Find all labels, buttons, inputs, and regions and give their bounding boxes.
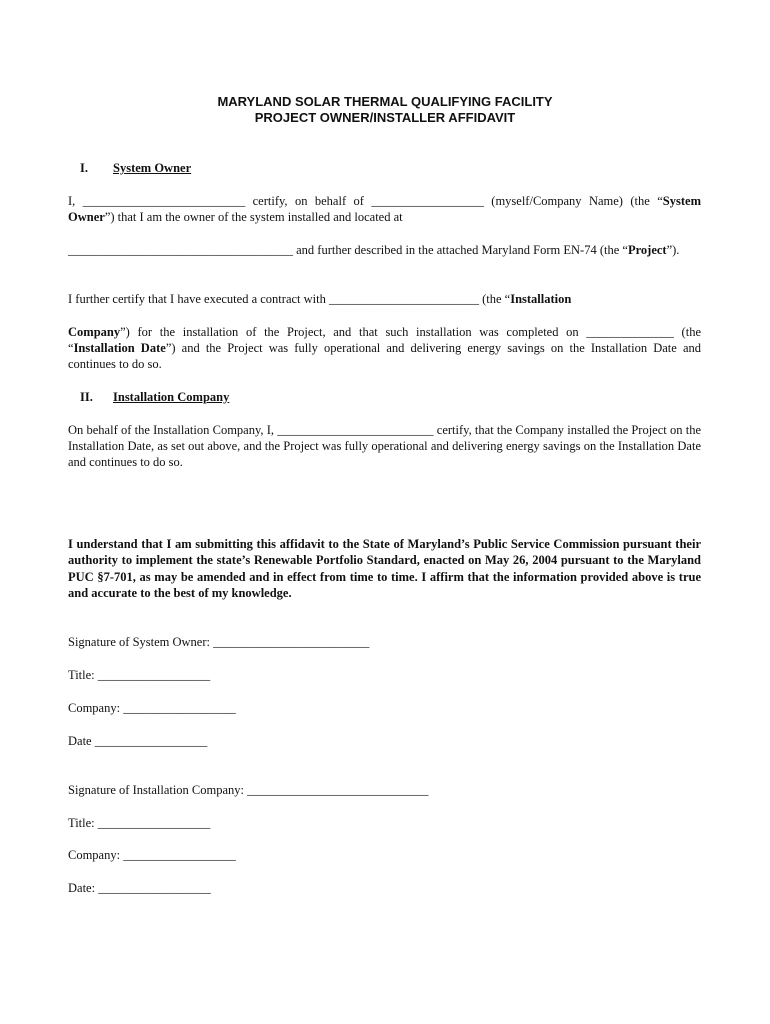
- owner-company-line: Company: __________________: [68, 701, 236, 715]
- installer-company-line: Company: __________________: [68, 848, 236, 862]
- text-run: ”) that I am the owner of the system installed and located at: [104, 210, 403, 224]
- text-run: ”) and the Project was fully operational and delivering energy savings on the Installation Date and continues to do so.: [68, 341, 702, 371]
- section-heading-system-owner: [80, 160, 191, 176]
- section-heading-installation-company: [80, 389, 229, 405]
- psc-acknowledgement-statement: I understand that I am submitting this affidavit to the State of Maryland’s Public Service Commission pursuant their authority to implement the state’s Renewable Portfolio Standard, enacted on May 26, 2004 pursuant to the Maryland PUC §7-701, as may be amended and in effect from time to time. I affirm that the information provided above is true and accurate to the best of my knowledge.: [68, 537, 701, 600]
- section-label: Installation Company: [113, 390, 230, 404]
- defined-term-company: Company: [68, 325, 121, 339]
- text-run: I, __________________________ certify, on behalf of __________________ (myself/Company Name) (the “: [68, 194, 663, 208]
- text-run: I further certify that I have executed a contract with ________________________ (the “: [68, 292, 511, 306]
- installation-date-paragraph: [68, 324, 701, 372]
- installer-certification-paragraph: On behalf of the Installation Company, I, _________________________ certify, that the Company installed the Project on the Installation Date, as set out above, and the Project was fully operational and delivering energy savings on the Installation Date and continues to do so.: [68, 423, 701, 469]
- document-title-line-1: MARYLAND SOLAR THERMAL QUALIFYING FACILITY: [217, 94, 553, 109]
- defined-term-installation: Installation: [510, 292, 572, 306]
- owner-date-line: Date __________________: [68, 734, 208, 748]
- text-run: ”) for the installation of the Project, and that such installation was completed on ______________ (the “: [68, 325, 701, 355]
- defined-term-project: Project: [627, 243, 667, 257]
- contract-paragraph: [68, 291, 701, 307]
- section-number: II.: [80, 390, 93, 404]
- section-label: System Owner: [113, 161, 192, 175]
- text-run: ”).: [666, 243, 680, 257]
- defined-term-installation-date: Installation Date: [73, 341, 166, 355]
- installer-date-line: Date: __________________: [68, 881, 211, 895]
- installer-title-line: Title: __________________: [68, 816, 211, 830]
- owner-title-line: Title: __________________: [68, 668, 211, 682]
- installer-signature-line: Signature of Installation Company: _____________________________: [68, 783, 429, 797]
- project-location-paragraph: [68, 242, 701, 258]
- text-run: ____________________________________ and further described in the attached Maryland Form EN-74 (the “: [68, 243, 628, 257]
- owner-certification-paragraph: [68, 193, 701, 225]
- section-number: I.: [80, 161, 88, 175]
- defined-term-system-owner: System Owner: [68, 194, 701, 224]
- document-title-line-2: PROJECT OWNER/INSTALLER AFFIDAVIT: [254, 110, 516, 125]
- owner-signature-line: Signature of System Owner: _________________________: [68, 635, 370, 649]
